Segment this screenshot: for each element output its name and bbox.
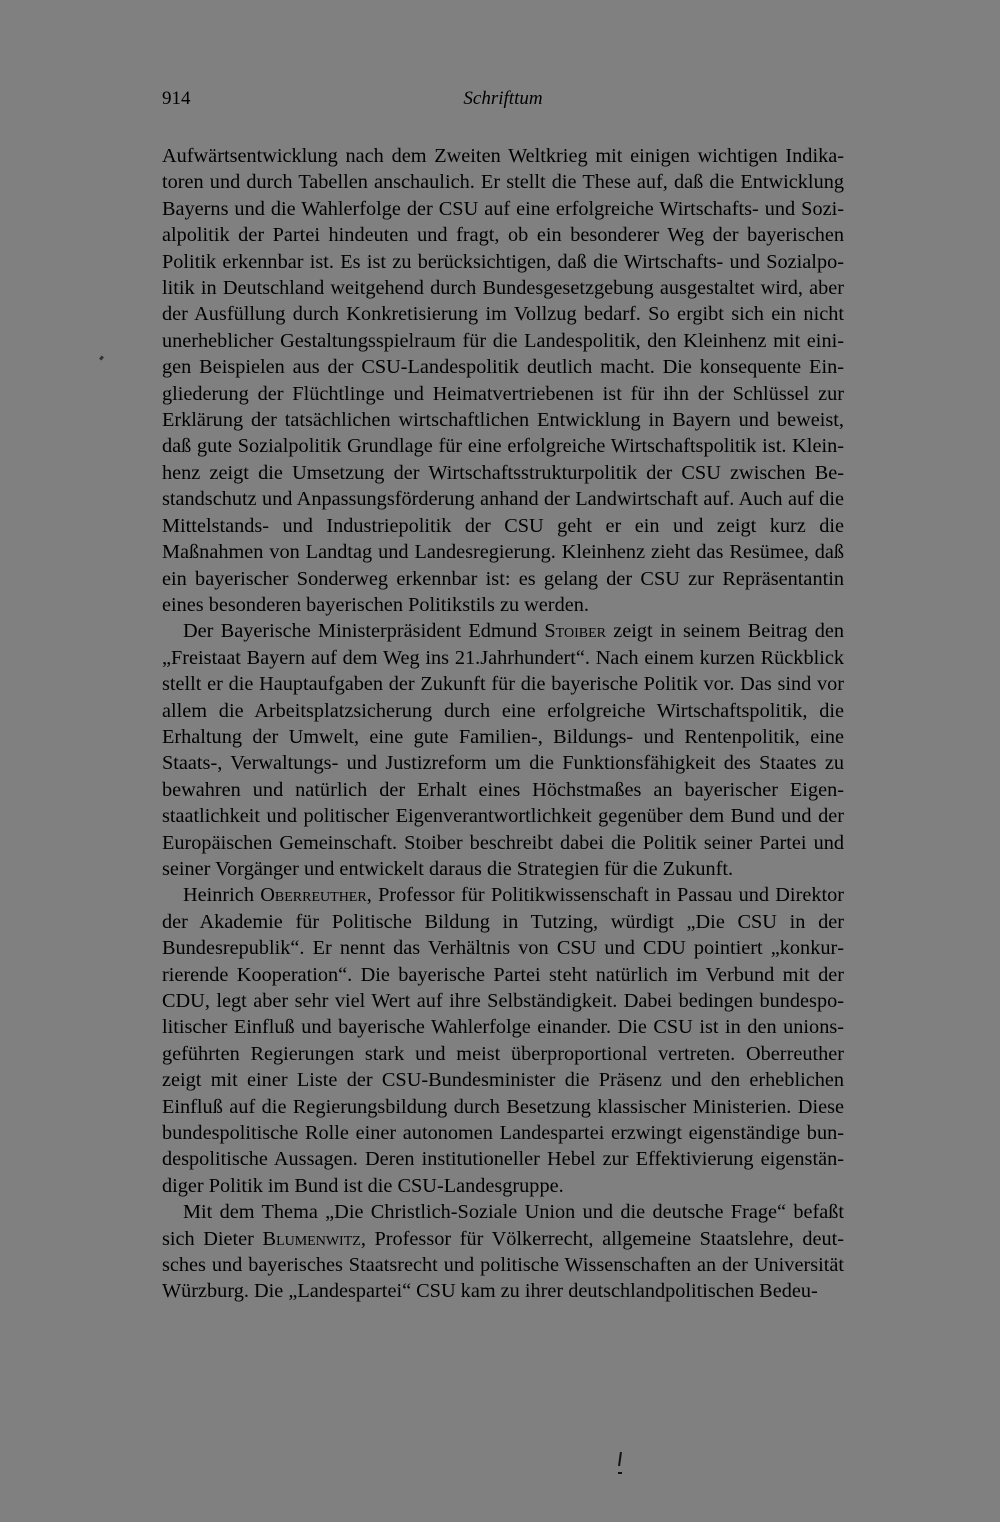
text-run: Der Bayerische Ministerpräsident Edmund [183, 620, 545, 643]
paragraph [162, 618, 844, 882]
page-number: 914 [162, 88, 191, 109]
text-run: Heinrich [183, 884, 261, 907]
body-text [162, 143, 844, 1305]
paragraph [162, 882, 844, 1199]
running-title: Schrifttum [463, 88, 543, 109]
scan-dot [618, 1472, 622, 1474]
text-run: Aufwärtsentwicklung nach dem Zweiten Weltkrieg mit einigen wichtigen Indikatoren und durch Tabellen anschaulich. Er stellt die These auf, daß die Entwicklung Bayerns und die Wahlerfolge der CSU auf eine erfolgreiche Wirtschafts- und Sozialpolitik der Partei hindeuten und fragt, ob ein besonderer Weg der bayerischen Politik erkennbar ist. Es ist zu berücksichtigen, daß die Wirtschafts- und Sozialpolitik in Deutschland weitgehend durch Bundesgesetzgebung ausgestaltet wird, aber der Ausfüllung durch Konkretisierung im Vollzug bedarf. So ergibt sich ein nicht unerheblicher Gestaltungsspielraum für die Landespolitik, den Kleinhenz mit einigen Beispielen aus der CSU-Landespolitik deutlich macht. Die konsequente Eingliederung der Flüchtlinge und Heimatvertriebenen ist für ihn der Schlüssel zur Erklärung der tatsächlichen wirtschaftlichen Entwicklung in Bayern und beweist, daß gute Sozialpolitik Grundlage für eine erfolgreiche Wirtschaftspolitik ist. Kleinhenz zeigt die Umsetzung der Wirtschaftsstrukturpolitik der CSU zwischen Bestandschutz und Anpassungsförderung anhand der Landwirtschaft auf. Auch auf die Mittelstands- und Industriepolitik der CSU geht er ein und zeigt kurz die Maßnahmen von Landtag und Landesregierung. Kleinhenz zieht das Resümee, daß ein bayerischer Sonderweg erkennbar ist: es gelang der CSU zur Repräsentantin eines besonderen bayerischen Politikstils zu werden. [162, 145, 844, 616]
author-name-blumenwitz: Blumenwitz [262, 1227, 361, 1250]
paragraph [162, 143, 844, 618]
scan-mark [618, 1452, 622, 1466]
text-run: zeigt in seinem Beitrag den „Freistaat Bayern auf dem Weg ins 21.Jahrhundert“. Nach einem kurzen Rückblick stellt er die Hauptaufgaben der Zukunft für die bayerische Politik vor. Das sind vor allem die Arbeitsplatzsicherung durch eine erfolgreiche Wirtschaftspolitik, die Erhaltung der Umwelt, eine gute Familien-, Bildungs- und Rentenpolitik, eine Staats-, Verwaltungs- und Justizreform um die Funktionsfähigkeit des Staates zu bewahren und natürlich der Erhalt eines Höchstmaßes an bayerischer Eigenstaatlichkeit und politischer Eigenverantwortlichkeit gegenüber dem Bund und der Europäischen Gemeinschaft. Stoiber beschreibt dabei die Politik seiner Partei und seiner Vorgänger und entwickelt daraus die Strategien für die Zukunft. [162, 620, 844, 880]
scan-speck [99, 356, 104, 361]
paragraph [162, 1199, 844, 1305]
text-run: , Professor für Völkerrecht, allgemeine Staatslehre, deutsches und bayerisches Staatsrecht und politische Wissenschaften an der Universität Würzburg. Die „Landespartei“ CSU kam zu ihrer deutschlandpolitischen Bedeu- [162, 1227, 844, 1303]
author-name-stoiber: Stoiber [544, 620, 606, 643]
author-name-oberreuther: Oberreuther [260, 884, 367, 907]
text-run: , Professor für Politikwissenschaft in Passau und Direktor der Akademie für Politische Bildung in Tutzing, würdigt „Die CSU in der Bundesrepublik“. Er nennt das Verhältnis von CSU und CDU pointiert „konkurrierende Kooperation“. Die bayerische Partei steht natürlich im Verbund mit der CDU, legt aber sehr viel Wert auf ihre Selbständigkeit. Dabei bedingen bundespolitischer Einfluß und bayerische Wahlerfolge einander. Die CSU ist in den unionsgeführten Regierungen stark und meist überproportional vertreten. Oberreuther zeigt mit einer Liste der CSU-Bundesminister die Präsenz und den erheblichen Einfluß auf die Regierungsbildung durch Besetzung klassischer Ministerien. Diese bundespolitische Rolle einer autonomen Landespartei erzwingt eigenständige bundespolitische Aussagen. Deren institutioneller Hebel zur Effektivierung eigenständiger Politik im Bund ist die CSU-Landesgruppe. [162, 884, 844, 1197]
page-header [162, 88, 844, 116]
text-run: Mit dem Thema „Die Christlich-Soziale Union und die deutsche Frage“ befaßt sich Dieter [162, 1201, 844, 1250]
